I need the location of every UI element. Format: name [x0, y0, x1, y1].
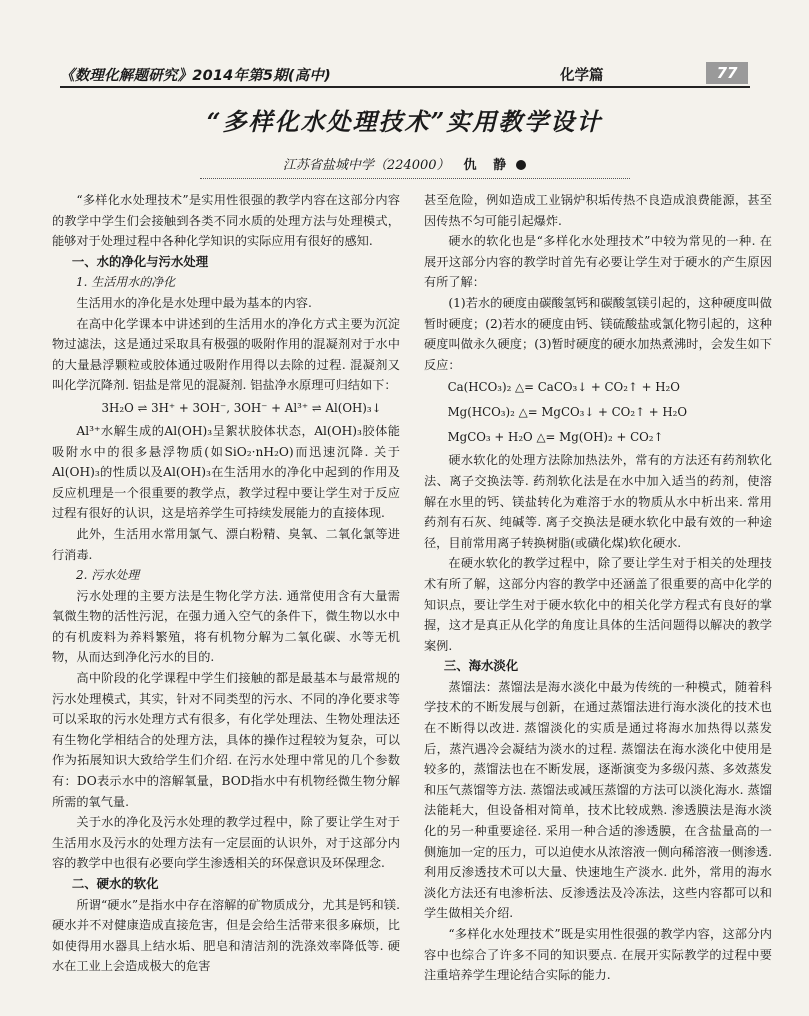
author-name: 仇 静: [463, 158, 513, 173]
article-title: “多样化水处理技术”实用教学设计: [206, 107, 603, 136]
bullet-icon: [516, 160, 526, 170]
paragraph: 甚至危险，例如造成工业锅炉积垢传热不良造成浪费能源，甚至因传热不匀可能引起爆炸.: [424, 193, 772, 228]
paragraph: 硬水的软化也是“多样化水处理技术”中较为常见的一种. 在展开这部分内容的教学时首先有必要让学生对于硬水的产生原因有所了解：: [424, 234, 772, 290]
left-column: [52, 190, 400, 977]
subsection-heading-1-1: 1. 生活用水的净化: [76, 275, 176, 290]
right-column: [424, 190, 772, 986]
author-rule: [200, 178, 630, 179]
intro-paragraph: “多样化水处理技术”是实用性很强的教学内容在这部分内容的教学中学生们会接触到各类不同水质的处理方法与处理模式，能够对于处理过程中各种化学知识的实际应用有很好的感知.: [52, 193, 400, 249]
paragraph: 硬水软化的处理方法除加热法外，常有的方法还有药剂软化法、离子交换法等. 药剂软化法是在水中加入适当的药剂，使溶解在水里的钙、镁盐转化为难溶于水的物质从水中析出来. 常用药剂有石灰、纯碱等. 离子交换法是硬水软化中最有效的一种途径，目前常用离子转换树脂(或磺化煤)软化硬水.: [424, 453, 772, 550]
paragraph: (1)若水的硬度由碳酸氢钙和碳酸氢镁引起的，这种硬度叫做暂时硬度；(2)若水的硬度由钙、镁硫酸盐或氯化物引起的，这种硬度叫做永久硬度；(3)暂时硬度的硬水加热煮沸时，会发生如下反应：: [424, 295, 772, 372]
section-heading-1: 一、水的净化与污水处理: [71, 253, 209, 269]
paragraph: 污水处理的主要方法是生物化学方法. 通常使用含有大量需氧微生物的活性污泥，在强力通入空气的条件下，微生物以水中的有机废料为养料繁殖，将有机物分解为二氧化碳、水等无机物，从而达到净化污水的目的.: [52, 588, 400, 665]
paragraph: 在高中化学课本中讲述到的生活用水的净化方式主要为沉淀物过滤法，这是通过采取具有极强的吸附作用的混凝剂对于水中的大量悬浮颗粒或胶体通过吸附作用得以去除的过程. 混凝剂又叫化学沉降剂. 铝盐是常见的混凝剂. 铝盐净水原理可归结如下：: [52, 316, 400, 393]
section-heading-2: 二、硬水的软化: [71, 876, 159, 891]
equation-magnesium: Mg(HCO₃)₂ △= MgCO₃↓ + CO₂↑ + H₂O: [447, 405, 688, 420]
section-name: 化学篇: [560, 68, 604, 84]
paragraph: 生活用水的净化是水处理中最为基本的内容.: [76, 295, 312, 310]
affiliation: 江苏省盐城中学（224000）: [282, 158, 450, 173]
paragraph: 此外，生活用水常用氯气、漂白粉精、臭氧、二氧化氯等进行消毒.: [52, 526, 400, 562]
paragraph: “多样化水处理技术”既是实用性很强的教学内容，这部分内容中也综合了许多不同的知识要点. 在展开实际教学的过程中要注重培养学生理论结合实际的能力.: [424, 927, 772, 983]
author-line: [0, 154, 809, 173]
paragraph: 高中阶段的化学课程中学生们接触的都是最基本与最常规的污水处理模式，其实，针对不同类型的污水、不同的净化要求等可以采取的污水处理方式有很多，有化学处理法、生物处理法还有生物化学相结合的处理方法，具体的操作过程较为复杂，可以作为拓展知识大致给学生们介绍. 在污水处理中常见的几个参数有：DO表示水中的溶解氧量，BOD指水中有机物经微生物分解所需的氧气量.: [52, 671, 400, 809]
page-header: [60, 62, 750, 86]
subsection-heading-1-2: 2. 污水处理: [76, 568, 140, 583]
paragraph: 所谓“硬水”是指水中存在溶解的矿物质成分，尤其是钙和镁. 硬水并不对健康造成直接危害，但是会给生活带来很多麻烦，比如使得用水器具上结水垢、肥皂和清洁剂的洗涤效率降低等. 硬水在工业上会造成极大的危害: [52, 897, 400, 974]
equation-calcium: Ca(HCO₃)₂ △= CaCO₃↓ + CO₂↑ + H₂O: [447, 380, 680, 395]
paragraph: Al³⁺水解生成的Al(OH)₃呈絮状胶体状态，Al(OH)₃胶体能吸附水中的很多悬浮物质(如SiO₂·nH₂O)而迅速沉降. 关于Al(OH)₃的性质以及Al(OH)₃在生活用水的净化中起到的作用及反应机理是一个很重要的教学点，教学过程中要让学生对于反应过程有很好的认识，这是培养学生可持续发展能力的直接体现.: [52, 423, 400, 521]
equation-hydrolysis: MgCO₃ + H₂O △= Mg(OH)₂ + CO₂↑: [447, 430, 664, 445]
paragraph: 在硬水软化的教学过程中，除了要让学生对于相关的处理技术有所了解，这部分内容的教学中还涵盖了很重要的高中化学的知识点，要让学生对于硬水软化中的相关化学方程式有良好的掌握，这才是真正从化学的角度让具体的生活问题得以解决的教学案例.: [424, 556, 772, 653]
section-heading-3: 三、海水淡化: [443, 658, 519, 674]
equation-alum: 3H₂O ⇌ 3H⁺ + 3OH⁻, 3OH⁻ + Al³⁺ ⇌ Al(OH)₃↓: [101, 400, 382, 415]
page-number: 77: [706, 62, 748, 84]
paragraph: 蒸馏法：蒸馏法是海水淡化中最为传统的一种模式，随着科学技术的不断发展与创新，在通过蒸馏法进行海水淡化的技术也在不断得以改进. 蒸馏淡化的实质是通过将海水加热得以蒸发后，蒸汽遇冷会凝结为淡水的过程. 蒸馏法在海水淡化中使用是较多的，蒸馏法也在不断发展，逐渐演变为多级闪蒸、多效蒸发和压气蒸馏等方法. 蒸馏法或减压蒸馏的方法可以淡化海水. 蒸馏法能耗大，但设备相对简单，技术比较成熟. 渗透膜法是海水淡化的另一种重要途径. 采用一种合适的渗透膜，在含盐量高的一侧施加一定的压力，可以迫使水从浓溶液一侧向稀溶液一侧渗透. 利用反渗透技术可以大量、快速地生产淡水. 此外，常用的海水淡化方法还有电渗析法、反渗透法及冷冻法，这些内容都可以和学生做相关介绍.: [424, 679, 772, 921]
header-rule: [60, 86, 750, 88]
paragraph: 关于水的净化及污水处理的教学过程中，除了要让学生对于生活用水及污水的处理方法有一定层面的认识外，对于这部分内容的教学中也很有必要向学生渗透相关的环保意识及环保理念.: [52, 815, 400, 871]
journal-name: 《数理化解题研究》2014年第5期(高中): [60, 68, 331, 84]
